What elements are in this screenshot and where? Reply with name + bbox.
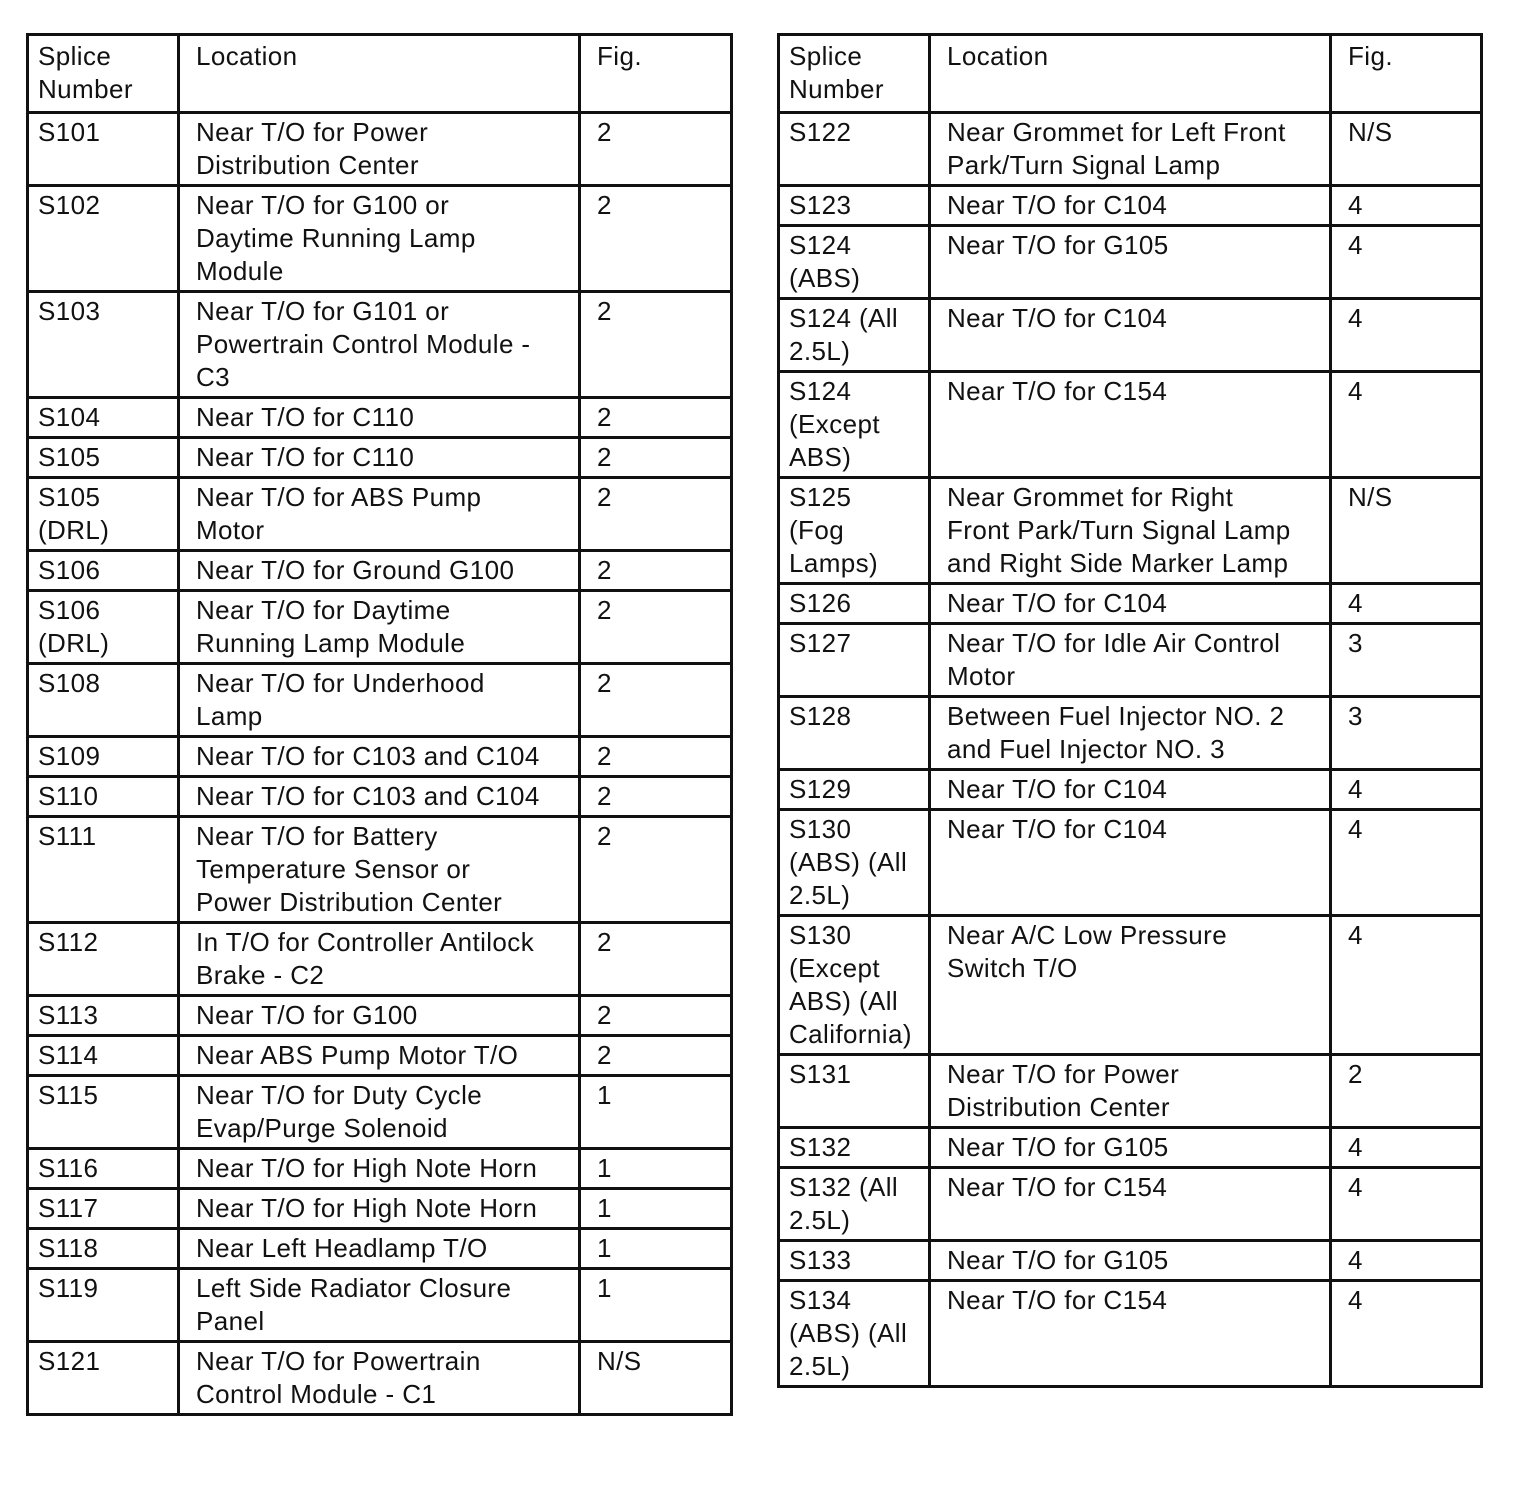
location-cell: Near T/O for High Note Horn <box>179 1149 580 1189</box>
column-header-location: Location <box>930 35 1331 113</box>
splice-number-cell: S133 <box>779 1241 930 1281</box>
splice-number-cell: S127 <box>779 624 930 697</box>
fig-cell: 4 <box>1331 186 1482 226</box>
splice-number-cell: S101 <box>28 113 179 186</box>
splice-number-cell: S128 <box>779 697 930 770</box>
splice-number-cell: S124 (Except ABS) <box>779 372 930 478</box>
location-cell: Near ABS Pump Motor T/O <box>179 1036 580 1076</box>
location-cell: Near T/O for Powertrain Control Module - C1 <box>179 1342 580 1415</box>
fig-cell: 3 <box>1331 624 1482 697</box>
location-cell: Left Side Radiator Closure Panel <box>179 1269 580 1342</box>
fig-cell: 2 <box>580 551 732 591</box>
fig-cell: 2 <box>580 923 732 996</box>
fig-cell: 4 <box>1331 584 1482 624</box>
fig-cell: 4 <box>1331 770 1482 810</box>
splice-number-cell: S115 <box>28 1076 179 1149</box>
splice-table-right <box>777 33 1483 1388</box>
fig-cell: 2 <box>580 478 732 551</box>
fig-cell: 4 <box>1331 226 1482 299</box>
splice-number-cell: S130 (Except ABS) (All California) <box>779 916 930 1055</box>
splice-number-cell: S124 (All 2.5L) <box>779 299 930 372</box>
table-row <box>28 478 732 551</box>
location-cell: Near Grommet for Left Front Park/Turn Signal Lamp <box>930 113 1331 186</box>
table-header-row <box>779 35 1482 113</box>
fig-cell: 1 <box>580 1149 732 1189</box>
splice-number-cell: S130 (ABS) (All 2.5L) <box>779 810 930 916</box>
location-cell: Near T/O for C104 <box>930 299 1331 372</box>
table-row <box>779 372 1482 478</box>
location-cell: Near T/O for G100 or Daytime Running Lamp Module <box>179 186 580 292</box>
table-row <box>28 996 732 1036</box>
fig-cell: 2 <box>580 737 732 777</box>
location-cell: Near T/O for C154 <box>930 1168 1331 1241</box>
location-cell: Near T/O for G105 <box>930 226 1331 299</box>
fig-cell: 4 <box>1331 372 1482 478</box>
table-row <box>28 1036 732 1076</box>
table-row <box>779 1128 1482 1168</box>
table-row <box>779 584 1482 624</box>
splice-number-cell: S126 <box>779 584 930 624</box>
splice-number-cell: S119 <box>28 1269 179 1342</box>
table-row <box>28 1076 732 1149</box>
splice-number-cell: S132 (All 2.5L) <box>779 1168 930 1241</box>
fig-cell: 2 <box>580 591 732 664</box>
column-header-fig: Fig. <box>1331 35 1482 113</box>
location-cell: Near T/O for Power Distribution Center <box>930 1055 1331 1128</box>
location-cell: Near T/O for C154 <box>930 372 1331 478</box>
table-row <box>779 697 1482 770</box>
fig-cell: 2 <box>580 113 732 186</box>
splice-number-cell: S123 <box>779 186 930 226</box>
location-cell: Near T/O for Power Distribution Center <box>179 113 580 186</box>
fig-cell: N/S <box>580 1342 732 1415</box>
table-body-left <box>28 113 732 1415</box>
location-cell: Near T/O for Ground G100 <box>179 551 580 591</box>
splice-number-cell: S108 <box>28 664 179 737</box>
table-row <box>779 1168 1482 1241</box>
location-cell: Near T/O for C104 <box>930 770 1331 810</box>
fig-cell: 2 <box>580 996 732 1036</box>
column-header-fig: Fig. <box>580 35 732 113</box>
splice-number-cell: S102 <box>28 186 179 292</box>
fig-cell: 2 <box>1331 1055 1482 1128</box>
splice-number-cell: S121 <box>28 1342 179 1415</box>
location-cell: Near T/O for Daytime Running Lamp Module <box>179 591 580 664</box>
location-cell: Near T/O for Duty Cycle Evap/Purge Solenoid <box>179 1076 580 1149</box>
table-row <box>28 737 732 777</box>
fig-cell: 4 <box>1331 916 1482 1055</box>
fig-cell: N/S <box>1331 113 1482 186</box>
splice-number-cell: S106 (DRL) <box>28 591 179 664</box>
table-row <box>779 624 1482 697</box>
table-row <box>28 186 732 292</box>
location-cell: Near Grommet for Right Front Park/Turn Signal Lamp and Right Side Marker Lamp <box>930 478 1331 584</box>
location-cell: Near T/O for G105 <box>930 1241 1331 1281</box>
fig-cell: 4 <box>1331 1168 1482 1241</box>
fig-cell: 4 <box>1331 1128 1482 1168</box>
table-row <box>28 591 732 664</box>
splice-number-cell: S111 <box>28 817 179 923</box>
location-cell: In T/O for Controller Antilock Brake - C2 <box>179 923 580 996</box>
table-row <box>779 226 1482 299</box>
fig-cell: 2 <box>580 438 732 478</box>
table-row <box>779 810 1482 916</box>
location-cell: Near T/O for C104 <box>930 186 1331 226</box>
table-row <box>779 186 1482 226</box>
splice-number-cell: S105 <box>28 438 179 478</box>
location-cell: Near T/O for Underhood Lamp <box>179 664 580 737</box>
splice-number-cell: S125 (Fog Lamps) <box>779 478 930 584</box>
fig-cell: 2 <box>580 186 732 292</box>
table-row <box>779 113 1482 186</box>
location-cell: Near A/C Low Pressure Switch T/O <box>930 916 1331 1055</box>
splice-number-cell: S110 <box>28 777 179 817</box>
table-row <box>28 1229 732 1269</box>
table-row <box>28 551 732 591</box>
splice-number-cell: S109 <box>28 737 179 777</box>
splice-number-cell: S117 <box>28 1189 179 1229</box>
table-body-right <box>779 113 1482 1387</box>
table-row <box>28 438 732 478</box>
location-cell: Near T/O for G105 <box>930 1128 1331 1168</box>
table-header-row <box>28 35 732 113</box>
table-row <box>28 923 732 996</box>
location-cell: Near T/O for C104 <box>930 584 1331 624</box>
splice-number-cell: S113 <box>28 996 179 1036</box>
splice-number-cell: S132 <box>779 1128 930 1168</box>
location-cell: Near T/O for G100 <box>179 996 580 1036</box>
fig-cell: 2 <box>580 398 732 438</box>
table-row <box>779 1281 1482 1387</box>
fig-cell: N/S <box>1331 478 1482 584</box>
location-cell: Near T/O for Battery Temperature Sensor or Power Distribution Center <box>179 817 580 923</box>
table-row <box>779 478 1482 584</box>
splice-table-left <box>26 33 733 1416</box>
location-cell: Near T/O for C103 and C104 <box>179 777 580 817</box>
table-row <box>28 1149 732 1189</box>
fig-cell: 1 <box>580 1076 732 1149</box>
splice-number-cell: S105 (DRL) <box>28 478 179 551</box>
fig-cell: 1 <box>580 1269 732 1342</box>
table-row <box>28 664 732 737</box>
fig-cell: 1 <box>580 1189 732 1229</box>
table-row <box>779 916 1482 1055</box>
table-row <box>779 1241 1482 1281</box>
splice-number-cell: S114 <box>28 1036 179 1076</box>
location-cell: Near T/O for C110 <box>179 438 580 478</box>
location-cell: Near T/O for C110 <box>179 398 580 438</box>
fig-cell: 4 <box>1331 1241 1482 1281</box>
fig-cell: 1 <box>580 1229 732 1269</box>
column-header-splice-number: Splice Number <box>28 35 179 113</box>
splice-number-cell: S104 <box>28 398 179 438</box>
fig-cell: 4 <box>1331 299 1482 372</box>
table-row <box>779 299 1482 372</box>
splice-number-cell: S118 <box>28 1229 179 1269</box>
splice-number-cell: S103 <box>28 292 179 398</box>
splice-number-cell: S131 <box>779 1055 930 1128</box>
location-cell: Near T/O for Idle Air Control Motor <box>930 624 1331 697</box>
column-header-location: Location <box>179 35 580 113</box>
location-cell: Near T/O for C103 and C104 <box>179 737 580 777</box>
table-row <box>28 1342 732 1415</box>
table-row <box>28 1189 732 1229</box>
splice-number-cell: S134 (ABS) (All 2.5L) <box>779 1281 930 1387</box>
location-cell: Near T/O for ABS Pump Motor <box>179 478 580 551</box>
splice-number-cell: S124 (ABS) <box>779 226 930 299</box>
location-cell: Near T/O for G101 or Powertrain Control Module - C3 <box>179 292 580 398</box>
fig-cell: 4 <box>1331 810 1482 916</box>
location-cell: Near T/O for High Note Horn <box>179 1189 580 1229</box>
splice-number-cell: S112 <box>28 923 179 996</box>
fig-cell: 2 <box>580 664 732 737</box>
table-row <box>28 292 732 398</box>
fig-cell: 2 <box>580 1036 732 1076</box>
table-row <box>28 398 732 438</box>
splice-number-cell: S116 <box>28 1149 179 1189</box>
table-row <box>28 1269 732 1342</box>
table-row <box>28 817 732 923</box>
location-cell: Between Fuel Injector NO. 2 and Fuel Injector NO. 3 <box>930 697 1331 770</box>
splice-number-cell: S129 <box>779 770 930 810</box>
fig-cell: 2 <box>580 292 732 398</box>
splice-number-cell: S122 <box>779 113 930 186</box>
table-row <box>779 770 1482 810</box>
fig-cell: 2 <box>580 777 732 817</box>
table-row <box>28 113 732 186</box>
fig-cell: 2 <box>580 817 732 923</box>
location-cell: Near Left Headlamp T/O <box>179 1229 580 1269</box>
fig-cell: 3 <box>1331 697 1482 770</box>
location-cell: Near T/O for C104 <box>930 810 1331 916</box>
splice-number-cell: S106 <box>28 551 179 591</box>
column-header-splice-number: Splice Number <box>779 35 930 113</box>
table-row <box>28 777 732 817</box>
fig-cell: 4 <box>1331 1281 1482 1387</box>
table-row <box>779 1055 1482 1128</box>
location-cell: Near T/O for C154 <box>930 1281 1331 1387</box>
